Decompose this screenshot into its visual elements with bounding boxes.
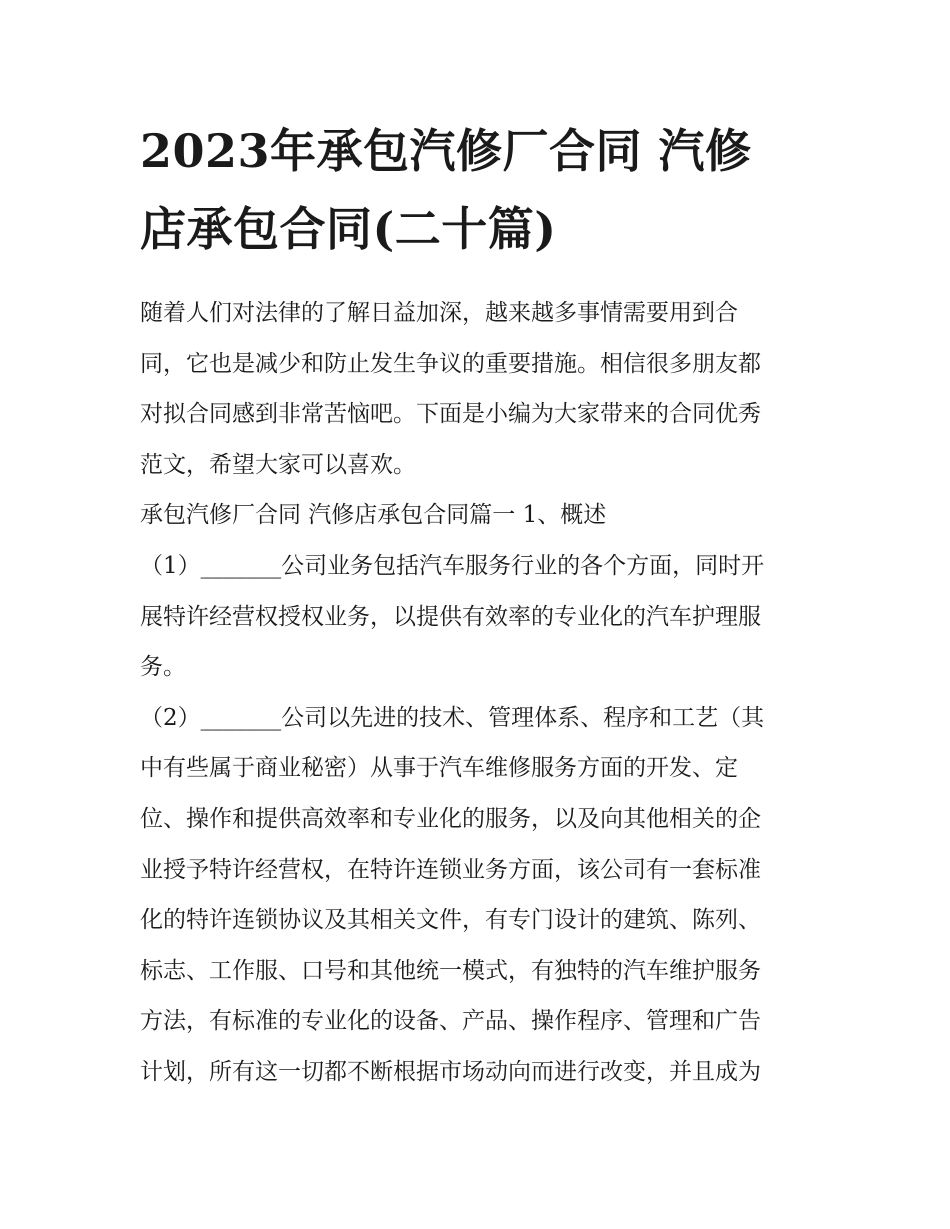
text-line: 化的特许连锁协议及其相关文件，有专门设计的建筑、陈列、 [140,907,761,934]
intro-paragraph [140,288,820,490]
item-1-paragraph [140,541,820,693]
text-line: 务。 [140,654,186,681]
title-line: 2023年承包汽修厂合同 汽修 [140,124,752,178]
text-line: 位、操作和提供高效率和专业化的服务，以及向其他相关的企 [140,805,761,832]
text-line: 标志、工作服、口号和其他统一模式，有独特的汽车维护服务 [140,957,761,984]
item-2-paragraph [140,693,820,1098]
text-line: 中有些属于商业秘密）从事于汽车维修服务方面的开发、定 [140,755,738,782]
section-heading [140,490,820,541]
text-line: 计划，所有这一切都不断根据市场动向而进行改变，并且成为 [140,1058,761,1085]
text-line: 对拟合同感到非常苦恼吧。下面是小编为大家带来的合同优秀 [140,401,761,428]
document-title [140,112,820,268]
text-line: 方法，有标准的专业化的设备、产品、操作程序、管理和广告 [140,1008,761,1035]
text-line: 业授予特许经营权，在特许连锁业务方面，该公司有一套标准 [140,856,761,883]
text-line: 随着人们对法律的了解日益加深，越来越多事情需要用到合 [140,300,738,326]
document-page [140,112,820,1098]
text-line: 范文，希望大家可以喜欢。 [140,451,416,478]
text-line: （2）_______公司以先进的技术、管理体系、程序和工艺（其 [140,704,765,731]
text-line: （1）_______公司业务包括汽车服务行业的各个方面，同时开 [140,552,765,579]
title-line: 店承包合同(二十篇) [140,202,557,256]
text-line: 展特许经营权授权业务，以提供有效率的专业化的汽车护理服 [140,603,761,630]
text-line: 承包汽修厂合同 汽修店承包合同篇一 1、概述 [140,502,607,529]
text-line: 同，它也是减少和防止发生争议的重要措施。相信很多朋友都 [140,350,761,377]
